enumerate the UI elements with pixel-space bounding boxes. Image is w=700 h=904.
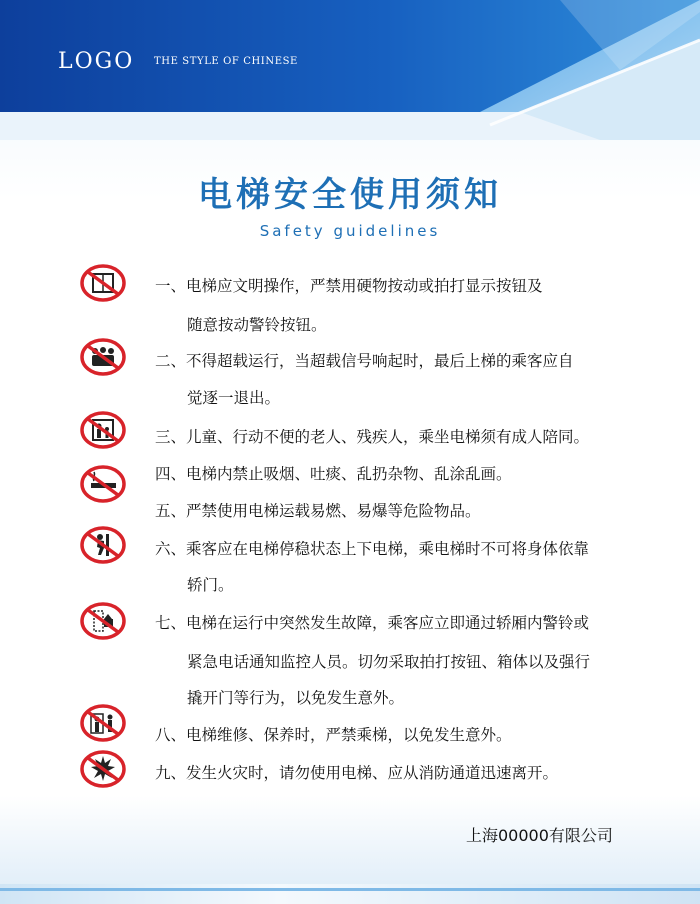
rule-8-line-1: 八、电梯维修、保养时，严禁乘梯，以免发生意外。 [155, 726, 512, 744]
rule-6-line-2: 轿门。 [187, 576, 234, 594]
rule-9-line-1: 九、发生火灾时，请勿使用电梯、应从消防通道迅速离开。 [155, 764, 559, 782]
rule-7-line-3: 撬开门等行为，以免发生意外。 [187, 689, 405, 707]
logo: LOGO [58, 49, 135, 74]
no-smoking-icon [80, 465, 126, 503]
header-banner [0, 0, 700, 140]
rule-2-line-2: 觉逐一退出。 [187, 389, 281, 407]
rule-1-line-1: 一、电梯应文明操作，严禁用硬物按动或拍打显示按钮及 [155, 277, 543, 295]
page-subtitle: Safety guidelines [259, 222, 441, 240]
no-elevator-fire-icon [80, 750, 126, 788]
no-overload-icon [80, 338, 126, 376]
no-unaccompanied-icon [80, 411, 126, 449]
no-leaning-icon [80, 526, 126, 564]
page-title: 电梯安全使用须知 [198, 175, 502, 215]
rule-2-line-1: 二、不得超载运行，当超载信号响起时，最后上梯的乘客应自 [155, 352, 574, 370]
no-riding-maintenance-icon [80, 704, 126, 742]
rule-6-line-1: 六、乘客应在电梯停稳状态上下电梯，乘电梯时不可将身体依靠 [155, 540, 590, 558]
rule-3-line-1: 三、儿童、行动不便的老人、残疾人，乘坐电梯须有成人陪同。 [155, 428, 590, 446]
rule-7-line-1: 七、电梯在运行中突然发生故障，乘客应立即通过轿厢内警铃或 [155, 614, 590, 632]
no-button-hitting-icon [80, 264, 126, 302]
rule-1-line-2: 随意按动警铃按钮。 [187, 316, 327, 334]
rule-7-line-2: 紧急电话通知监控人员。切勿采取拍打按钮、箱体以及强行 [187, 653, 591, 671]
rule-5-line-1: 五、严禁使用电梯运载易燃、易爆等危险物品。 [155, 502, 481, 520]
footer-bar [0, 884, 700, 904]
tagline: THE STYLE OF CHINESE [154, 56, 298, 67]
rule-4-line-1: 四、电梯内禁止吸烟、吐痰、乱扔杂物、乱涂乱画。 [155, 465, 512, 483]
no-forcing-door-icon [80, 602, 126, 640]
company-name: 上海00000有限公司 [466, 826, 613, 845]
